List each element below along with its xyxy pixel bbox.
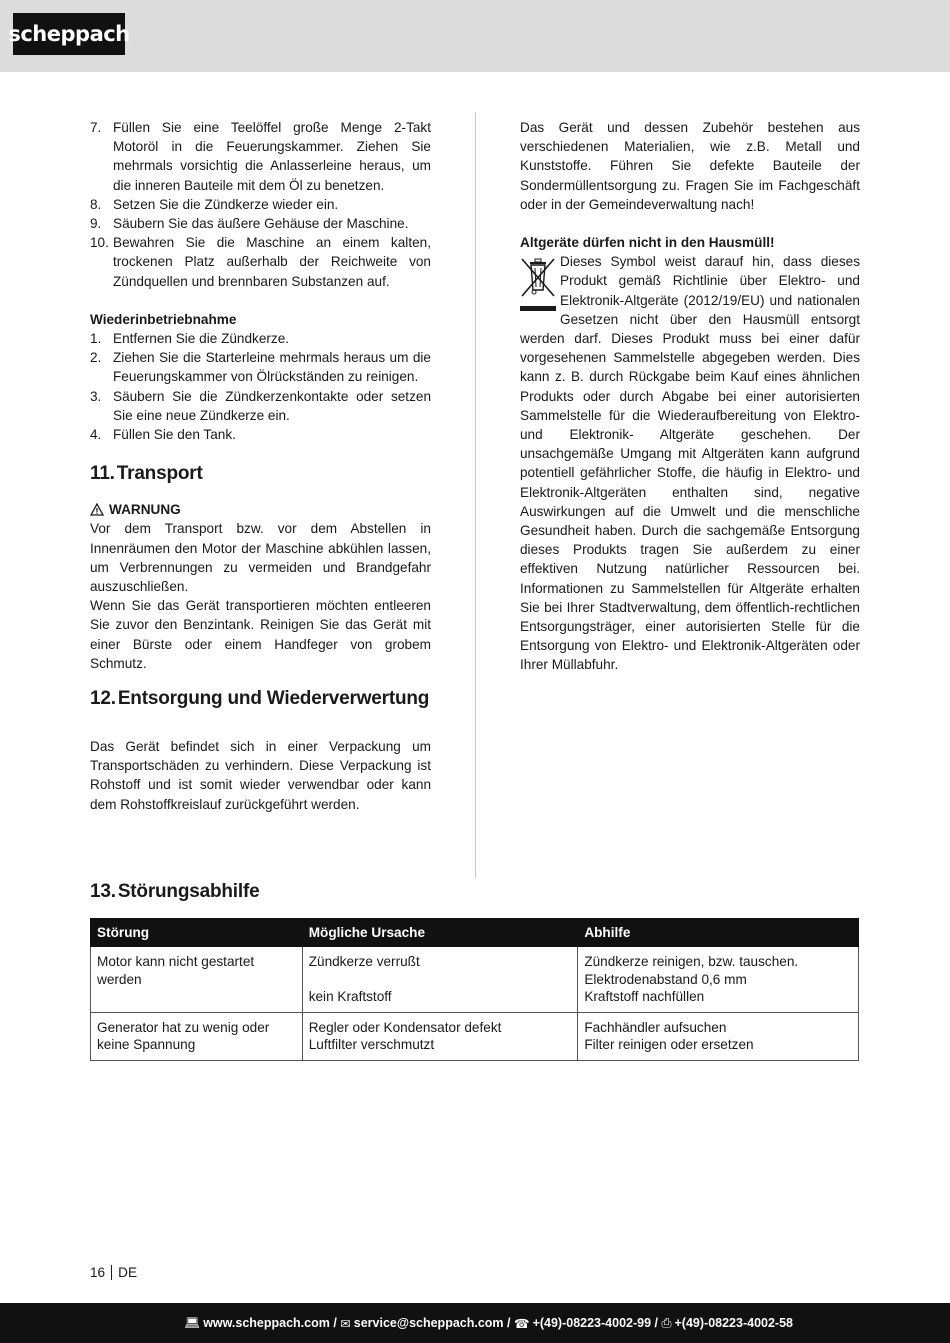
contact-footer xyxy=(0,1303,950,1343)
cause-cell: Zündkerze verrußt kein Kraftstoff xyxy=(302,947,578,1013)
list-item: 2. Ziehen Sie die Starterleine mehrmals heraus um die Feuerungskammer von Ölrückständen zu reinigen. xyxy=(90,350,431,385)
disposal-heading: 12. Entsorgung und Wiederverwertung xyxy=(90,688,430,710)
list-item: 9. Säubern Sie das äußere Gehäuse der Maschine. xyxy=(90,216,409,232)
fault-cell: Generator hat zu wenig oder keine Spannung xyxy=(91,1012,303,1060)
weee-paragraph: Dieses Symbol weist darauf hin, dass dieses Produkt gemäß Richtlinie über Elektro- und Elektronik-Altgeräte (2012/19/EU) und nationalen Gesetzen nicht über den Hausmüll entsorgt werden darf. Dieses Produkt muss bei einer dafür vorgesehenen Sammelstelle abgegeben werden. Dies kann z. B. durch Rückgabe beim Kauf eines ähnlichen Produkts oder durch Abgabe bei einer autorisierten Sammelstelle für die Wiederaufbereitung von Elektro- und Elektronik- Altgeräte geschehen. Der unsachgemäße Umgang mit Altgeräten kann aufgrund potentiell gefährlicher Stoffe, die häufig in Elektro- und Elektronik-Altgeräten enthalten sind, negative Auswirkungen auf die Umwelt und die menschliche Gesundheit haben. Durch die sachgemäße Entsorgung dieses Produkts tragen Sie außerdem zu einer effektiven Nutzung natürlicher Ressourcen bei. Informationen zu Sammelstellen für Altgeräte erhalten Sie bei Ihrer Stadtverwaltung, dem öffentlich-rechtlichen Entsorgungsträger, einer autorisierten Stelle für die Entsorgung von Elektro- und Elektronik-Altgeräten oder Ihrer Müllabfuhr. xyxy=(520,254,860,673)
recommission-steps xyxy=(90,329,431,444)
laptop-icon: 💻︎ xyxy=(184,1315,201,1330)
remedy-cell: Zündkerze reinigen, bzw. tauschen. Elektrodenabstand 0,6 mm Kraftstoff nachfüllen xyxy=(578,947,859,1013)
phone-number: +(49)-08223-4002-99 / xyxy=(532,1316,658,1330)
website-link[interactable]: www.scheppach.com / xyxy=(203,1316,337,1330)
list-item: 1. Entfernen Sie die Zündkerze. xyxy=(90,331,290,347)
warning-triangle-icon xyxy=(90,503,104,516)
scheppach-logo: scheppach xyxy=(13,13,125,55)
recommission-heading: Wiederinbetriebnahme xyxy=(90,311,237,327)
left-column xyxy=(90,118,431,814)
maintenance-steps xyxy=(90,118,431,291)
warning-label: WARNUNG xyxy=(90,500,431,519)
email-link[interactable]: service@scheppach.com / xyxy=(353,1316,511,1330)
list-item: 7. Füllen Sie eine Teelöffel große Menge 2-Takt Motoröl in die Feuerungskammer. Ziehen Sie mehrmals vorsichtig die Anlasserleine heraus, um die inneren Bauteile mit dem Öl zu benetzen. xyxy=(90,120,431,193)
weee-block xyxy=(520,252,860,674)
column-divider xyxy=(475,112,476,878)
list-item: 8. Setzen Sie die Zündkerze wieder ein. xyxy=(90,196,339,212)
fax-icon: ⎙ xyxy=(661,1315,672,1330)
remedy-cell: Fachhändler aufsuchen Filter reinigen oder ersetzen xyxy=(578,1012,859,1060)
transport-heading: 11. Transport xyxy=(90,463,203,485)
transport-paragraph-1: Vor dem Transport bzw. vor dem Abstellen in Innenräumen den Motor der Maschine abkühlen lassen, um Verbrennungen zu vermeiden und Brandgefahr auszuschließen. xyxy=(90,521,431,595)
transport-paragraph-2: Wenn Sie das Gerät transportieren möchten entleeren Sie zuvor den Benzintank. Reinigen Sie das Gerät mit einer Bürste oder einem Handfeger von grobem Schmutz. xyxy=(90,598,431,671)
divider xyxy=(111,1265,112,1280)
list-item: 10. Bewahren Sie die Maschine an einem kalten, trockenen Platz außerhalb der Reichweite von Zündquellen und brennbaren Substanzen auf. xyxy=(90,235,431,289)
page-header xyxy=(0,0,950,72)
list-item: 4. Füllen Sie den Tank. xyxy=(90,427,236,443)
fax-number: +(49)-08223-4002-58 xyxy=(674,1316,793,1330)
table-row xyxy=(91,1012,859,1060)
list-item: 3. Säubern Sie die Zündkerzenkontakte oder setzen Sie eine neue Zündkerze ein. xyxy=(90,388,431,423)
table-header-row xyxy=(91,919,859,947)
troubleshooting-table xyxy=(90,918,859,1061)
right-column xyxy=(520,118,860,675)
fault-cell: Motor kann nicht gestartet werden xyxy=(91,947,303,1013)
table-row xyxy=(91,947,859,1013)
mail-icon: ✉ xyxy=(340,1316,351,1331)
crossed-bin-icon xyxy=(520,256,556,316)
troubleshooting-heading: 13. Störungsabhilfe xyxy=(90,881,260,902)
cause-cell: Regler oder Kondensator defekt Luftfilter verschmutzt xyxy=(302,1012,578,1060)
page-number: 16 DE xyxy=(90,1265,138,1280)
troubleshooting-section xyxy=(90,880,860,1061)
materials-paragraph: Das Gerät und dessen Zubehör bestehen aus verschiedenen Materialien, wie z.B. Metall und Kunststoffe. Führen Sie defekte Bauteile der Sondermüllentsorgung zu. Fragen Sie im Fachgeschäft oder in der Gemeindeverwaltung nach! xyxy=(520,120,860,212)
column-header: Mögliche Ursache xyxy=(302,919,578,947)
column-header: Abhilfe xyxy=(578,919,859,947)
weee-heading: Altgeräte dürfen nicht in den Hausmüll! xyxy=(520,235,775,251)
disposal-paragraph: Das Gerät befindet sich in einer Verpackung um Transportschäden zu verhindern. Diese Verpackung ist Rohstoff und ist somit wieder verwendbar oder kann dem Rohstoffkreislauf zurückgeführt werden. xyxy=(90,739,431,812)
column-header: Störung xyxy=(91,919,303,947)
phone-icon: ☎ xyxy=(513,1316,530,1331)
